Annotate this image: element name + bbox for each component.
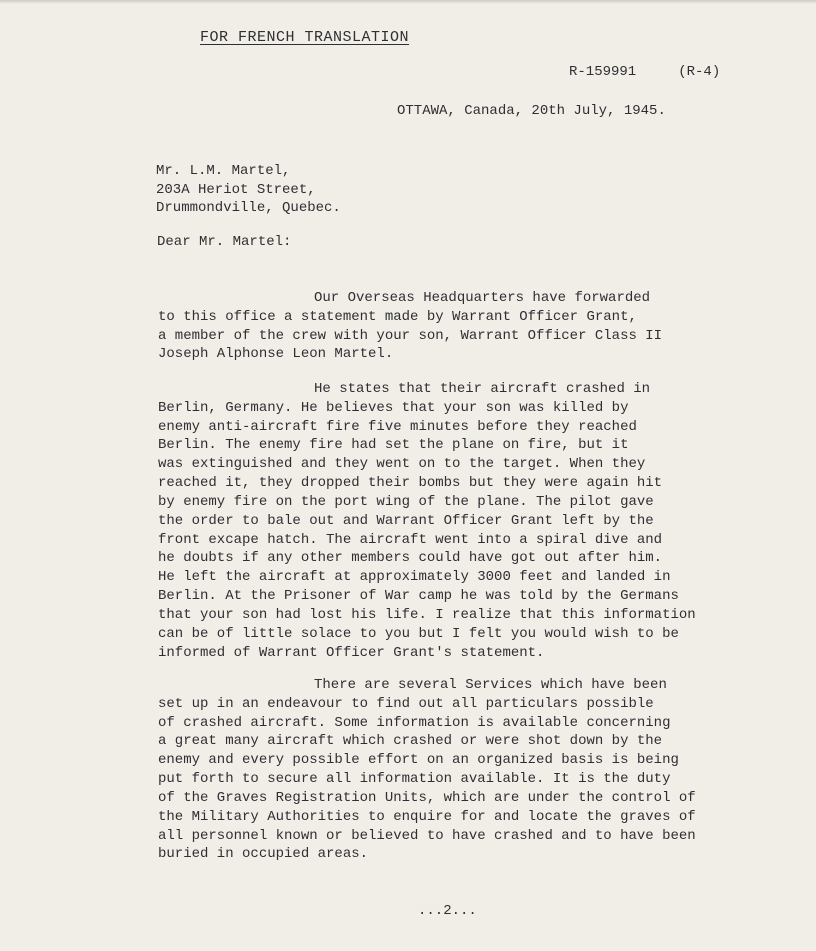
paragraph-line: of crashed aircraft. Some information is available concerning xyxy=(158,714,671,731)
paragraph-line: reached it, they dropped their bombs but they were again hit xyxy=(158,475,663,492)
paragraph-line: front excape hatch. The aircraft went into a spiral dive and xyxy=(158,531,663,548)
paragraph-line: Berlin. At the Prisoner of War camp he was told by the Germans xyxy=(158,588,679,605)
paragraph-line: a member of the crew with your son, Warrant Officer Class II xyxy=(158,327,663,344)
recipient-city: Drummondville, Quebec. xyxy=(156,200,341,216)
recipient-name: Mr. L.M. Martel, xyxy=(156,163,291,179)
recipient-address xyxy=(156,162,341,218)
paragraph-line: enemy anti-aircraft fire five minutes before they reached xyxy=(158,418,637,435)
paragraph-line: set up in an endeavour to find out all particulars possible xyxy=(158,695,654,712)
paragraph-line: Our Overseas Headquarters have forwarded xyxy=(314,289,651,306)
paragraph-line: he doubts if any other members could have got out after him. xyxy=(158,550,663,567)
date-line: OTTAWA, Canada, 20th July, 1945. xyxy=(397,103,666,119)
paragraph-line: the order to bale out and Warrant Officer Grant left by the xyxy=(158,512,654,529)
paragraph-line: of the Graves Registration Units, which are under the control of xyxy=(158,789,696,806)
paragraph-line: He left the aircraft at approximately 3000 feet and landed in xyxy=(158,569,671,586)
paragraph-line: buried in occupied areas. xyxy=(158,846,369,863)
recipient-street: 203A Heriot Street, xyxy=(156,181,316,198)
paragraph-line: Berlin, Germany. He believes that your son was killed by xyxy=(158,399,629,416)
paragraph-line: by enemy fire on the port wing of the plane. The pilot gave xyxy=(158,493,654,510)
salutation: Dear Mr. Martel: xyxy=(157,234,292,250)
paragraph-line: put forth to secure all information available. It is the duty xyxy=(158,771,671,788)
paragraph-line: Berlin. The enemy fire had set the plane on fire, but it xyxy=(158,437,629,454)
paragraph-line: informed of Warrant Officer Grant's statement. xyxy=(158,644,545,661)
paragraph-3 xyxy=(158,657,696,883)
paragraph-line: to this office a statement made by Warrant Officer Grant, xyxy=(158,308,637,325)
paragraph-line: can be of little solace to you but I felt you would wish to be xyxy=(158,625,679,642)
paragraph-line: a great many aircraft which crashed or were shot down by the xyxy=(158,733,663,750)
paragraph-line: that your son had lost his life. I realize that this information xyxy=(158,606,696,623)
paragraph-line: He states that their aircraft crashed in xyxy=(314,380,651,397)
document-heading: FOR FRENCH TRANSLATION xyxy=(200,29,410,46)
paragraph-2 xyxy=(158,361,696,681)
page-top-edge xyxy=(0,0,816,4)
paragraph-line: all personnel known or believed to have crashed and to have been xyxy=(158,827,696,844)
paragraph-line: There are several Services which have been xyxy=(314,676,667,693)
paragraph-line: Joseph Alphonse Leon Martel. xyxy=(158,346,394,363)
paragraph-line: enemy and every possible effort on an organized basis is being xyxy=(158,752,679,769)
page-continuation-marker: ...2... xyxy=(418,903,477,919)
paragraph-line: was extinguished and they went on to the target. When they xyxy=(158,456,646,473)
reference-number: R-159991 (R-4) xyxy=(569,64,721,80)
paragraph-line: the Military Authorities to enquire for and locate the graves of xyxy=(158,808,696,825)
